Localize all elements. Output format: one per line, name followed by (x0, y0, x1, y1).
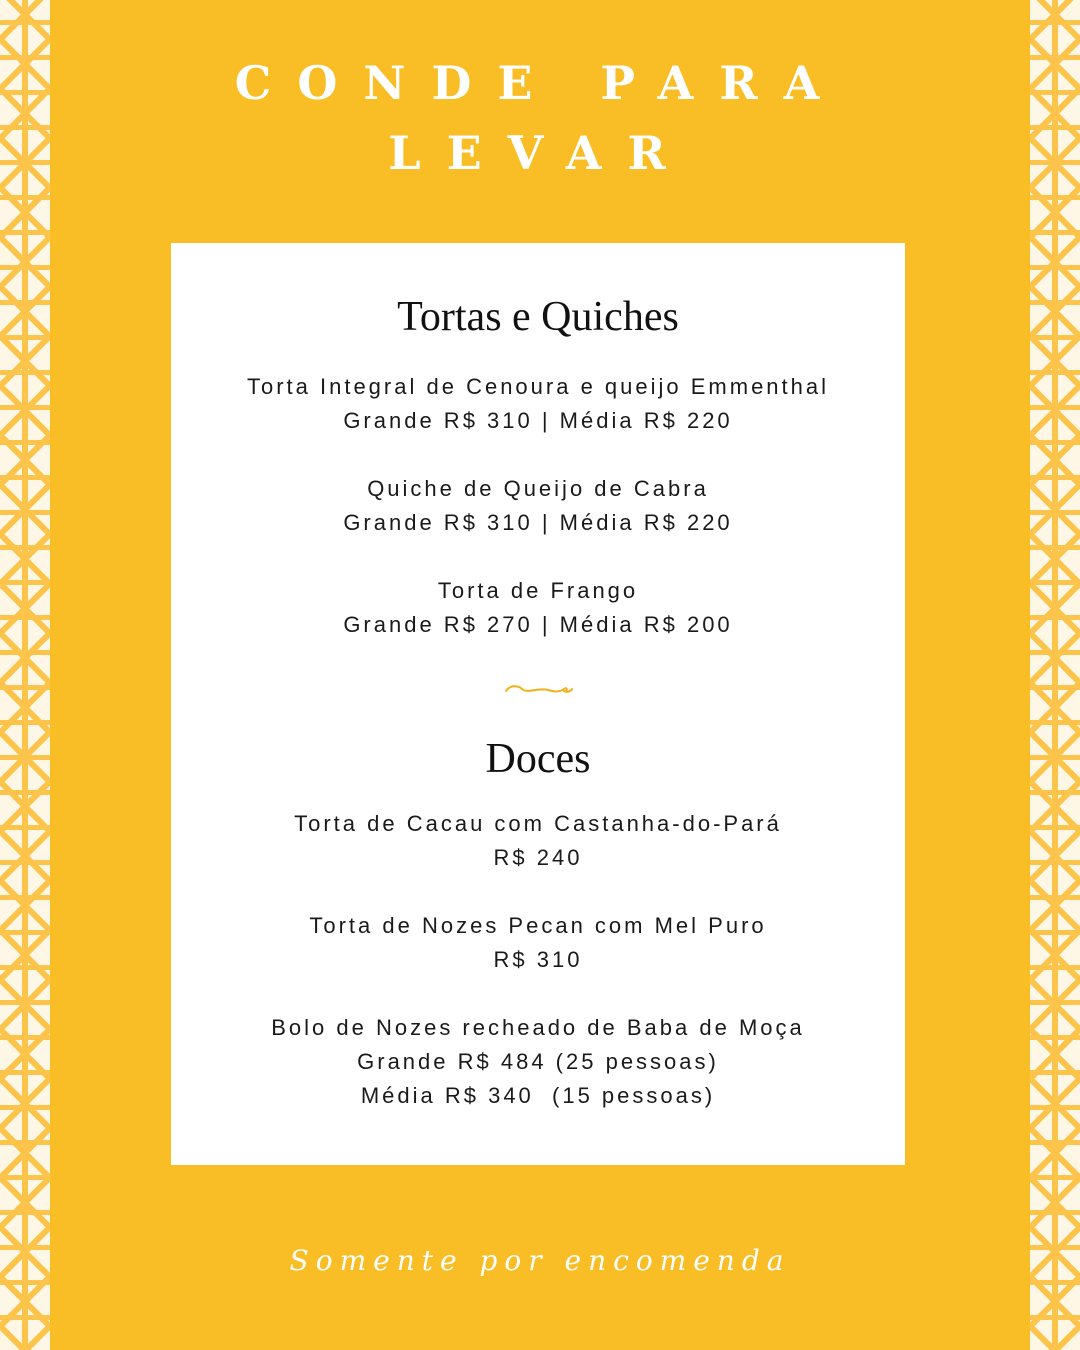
section-title-tortas: Tortas e Quiches (397, 294, 679, 340)
menu-item-price: Grande R$ 484 (25 pessoas) (357, 1049, 719, 1074)
section-items-tortas (171, 370, 905, 676)
menu-item (171, 370, 905, 438)
menu-item-price-secondary: Média R$ 340 (15 pessoas) (360, 1083, 716, 1108)
menu-item-name: Torta de Frango (437, 578, 639, 603)
menu-item-name: Bolo de Nozes recheado de Baba de Moça (271, 1015, 805, 1040)
flourish-divider-icon (504, 683, 574, 697)
menu-item-name: Torta de Nozes Pecan com Mel Puro (309, 913, 767, 938)
menu-item-name: Quiche de Queijo de Cabra (367, 476, 709, 501)
menu-item-name: Torta de Cacau com Castanha-do-Pará (294, 811, 782, 836)
decorative-border-right (1030, 0, 1080, 1350)
page-title (50, 48, 1030, 188)
menu-item (171, 574, 905, 642)
menu-item (171, 807, 905, 875)
menu-item-price: R$ 240 (493, 845, 583, 870)
title-line-1: CONDE PARA (234, 56, 846, 110)
menu-item (171, 1011, 905, 1113)
footer-note: Somente por encomenda (289, 1244, 791, 1277)
menu-item (171, 909, 905, 977)
menu-item-price: Grande R$ 310 | Média R$ 220 (343, 408, 733, 433)
menu-item-price: Grande R$ 270 | Média R$ 200 (343, 612, 733, 637)
menu-item-name: Torta Integral de Cenoura e queijo Emmenthal (246, 374, 830, 399)
section-title-doces: Doces (485, 736, 591, 782)
menu-item-price: R$ 310 (493, 947, 583, 972)
menu-card (171, 243, 905, 1165)
section-items-doces (171, 807, 905, 1147)
menu-item (171, 472, 905, 540)
decorative-border-left (0, 0, 50, 1350)
menu-item-price: Grande R$ 310 | Média R$ 220 (343, 510, 733, 535)
title-line-2: LEVAR (388, 126, 692, 180)
